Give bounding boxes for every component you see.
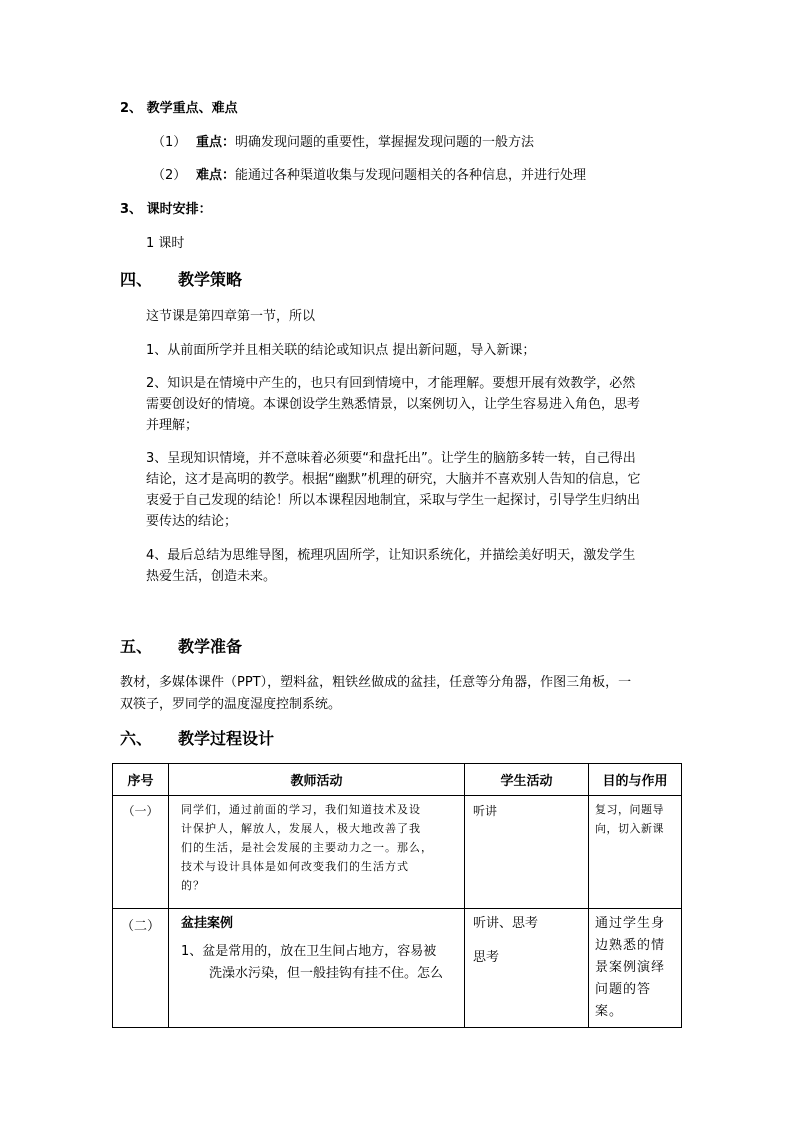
heading-class-hours: 3、 课时安排： [120,202,212,217]
section-number: 五、 [120,637,153,656]
paragraph-line: 双筷子，罗同学的温度湿度控制系统。 [120,697,342,712]
paragraph-line: 需要创设好的情境。本课创设学生熟悉情景，以案例切入，让学生容易进入角色，思考 [146,397,641,412]
table-header-row [113,764,682,796]
row-seq: （二） [113,909,169,1028]
cell-line: 复习，问题导 [595,803,664,816]
paragraph-line: 热爱生活，创造未来。 [146,569,277,584]
teaching-process-table [112,763,682,1028]
cell-line: 听讲、思考 [473,916,539,931]
cell-line: 洗澡水污染，但一般挂钩有挂不住。怎么 [209,966,444,981]
cell-line: 的？ [181,879,205,892]
paragraph-line: 2、知识是在情境中产生的，也只有回到情境中，才能理解。要想开展有效教学，必然 [146,376,636,391]
paragraph-line: 衷爱于自己发现的结论！所以本课程因地制宜，采取与学生一起探讨，引导学生归纳出 [146,493,641,508]
difficulty-line [196,168,586,184]
paragraph-line: 1、从前面所学并且相关联的结论或知识点 提出新问题，导入新课； [146,343,536,358]
paragraph-line: 要传达的结论； [146,514,238,529]
paragraph-line: 3、呈现知识情境，并不意味着必须要“和盘托出”。让学生的脑筋多转一转，自己得出 [146,451,636,466]
cell-line: 计保护人，解放人，发展人，极大地改善了我 [181,822,421,835]
paragraph-line: 结论，这才是高明的教学。根据“幽默”机理的研究，大脑并不喜欢别人告知的信息，它 [146,472,641,487]
section-title: 教学过程设计 [178,729,275,748]
table-row [113,796,682,909]
cell-line: 问题的答案。 [595,982,652,1019]
key-point-label: 重点： [196,135,236,150]
difficulty-label: 难点： [196,168,236,183]
section-number: 六、 [120,729,153,748]
cell-line: 们的生活，是社会发展的主要动力之一。那么， [181,841,433,854]
teacher-activity-cell [169,909,465,1028]
student-activity-cell: 听讲 [465,796,589,909]
class-hours-value: 1 课时 [146,236,185,251]
header-seq: 序号 [113,764,169,796]
item-number: （1） [152,135,187,150]
item-number: （2） [152,168,187,183]
cell-line: 景案例演绎 [595,960,666,975]
paragraph-line: 并理解； [146,418,199,433]
section-title: 教学准备 [178,637,243,656]
section-number: 四、 [120,270,153,289]
header-student-activity: 学生活动 [465,764,589,796]
paragraph-line: 教材，多媒体课件（PPT），塑料盆，粗铁丝做成的盆挂，任意等分角器，作图三角板，一 [120,675,632,690]
key-point-line [196,135,534,151]
cell-line: 1、盆是常用的，放在卫生间占地方，容易被 [181,944,437,959]
cell-line: 通过学生身 [595,916,666,931]
student-activity-cell [465,909,589,1028]
teacher-activity-cell [169,796,465,909]
heading-teaching-strategy [120,270,242,290]
purpose-cell [589,796,682,909]
row-seq: （一） [113,796,169,909]
cell-line: 向，切入新课 [595,822,664,835]
header-teacher-activity: 教师活动 [169,764,465,796]
header-purpose: 目的与作用 [589,764,682,796]
table-row [113,909,682,1028]
heading-teaching-preparation [120,637,242,657]
heading-key-points: 2、 教学重点、难点 [120,101,238,116]
cell-line: 同学们，通过前面的学习，我们知道技术及设 [181,803,421,816]
section-title: 教学策略 [178,270,243,289]
case-title: 盆挂案例 [181,916,234,931]
cell-line: 思考 [473,950,500,965]
difficulty-text: 能通过各种渠道收集与发现问题相关的各种信息，并进行处理 [235,168,587,183]
cell-line: 边熟悉的情 [595,938,666,953]
cell-line: 技术与设计具体是如何改变我们的生活方式 [181,860,409,873]
paragraph-line: 4、最后总结为思维导图，梳理巩固所学，让知识系统化，并描绘美好明天，激发学生 [146,548,636,563]
key-point-text: 明确发现问题的重要性，掌握握发现问题的一般方法 [235,135,535,150]
heading-teaching-process [120,729,274,749]
paragraph-line: 这节课是第四章第一节，所以 [146,309,316,324]
purpose-cell [589,909,682,1028]
